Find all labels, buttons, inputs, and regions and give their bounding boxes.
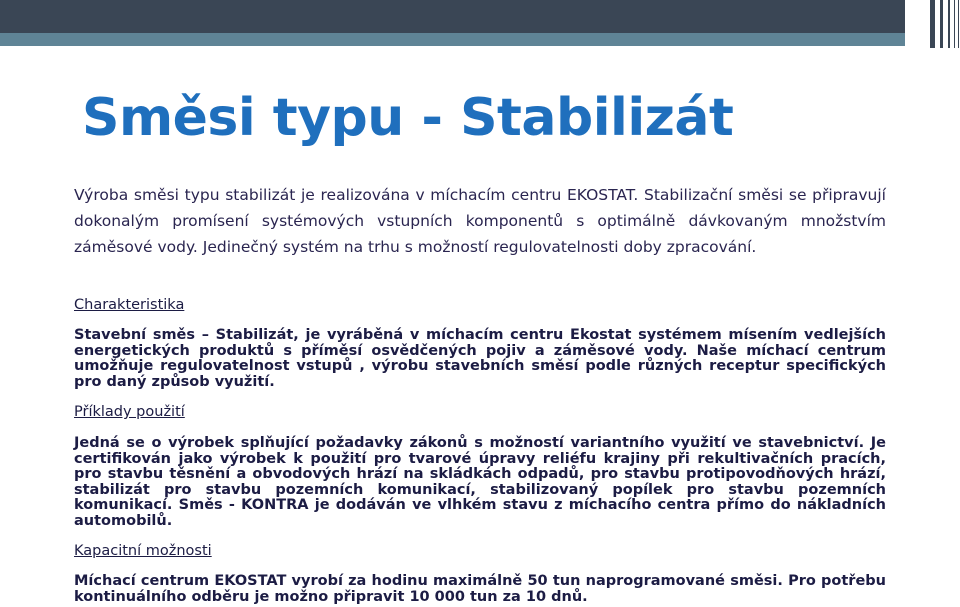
heading-kapacitni-moznosti: Kapacitní možnosti — [74, 543, 212, 559]
intro-paragraph: Výroba směsi typu stabilizát je realizována v míchacím centru EKOSTAT. Stabilizační směsi se připravují dokonalým promísení systémových vstupních komponentů s optimálně dávkovaným množstvím záměsové vody. Jedinečný systém na trhu s možností regulovatelnosti doby zpracování. — [74, 186, 886, 256]
header-stripe — [954, 0, 955, 48]
header-bar-dark — [0, 0, 960, 33]
header-stripe — [940, 0, 943, 48]
header-bar-accent — [0, 33, 960, 46]
charakteristika-text: Stavební směs – Stabilizát, je vyráběná v míchacím centru Ekostat systémem mísením vedlejších energetických produktů s příměsí osvědčených pojiv a záměsové vody. Naše míchací centrum umožňuje regulovatelnost vstupů , výrobu stavebních směsí podle různých receptur specifických pro daný způsob využití. — [74, 327, 886, 390]
header-stripe — [948, 0, 950, 48]
heading-priklady-pouziti: Příklady použití — [74, 404, 185, 420]
header-stripe — [958, 0, 959, 48]
header-stripe — [930, 0, 935, 48]
kapacitni-moznosti-text: Míchací centrum EKOSTAT vyrobí za hodinu maximálně 50 tun naprogramované směsi. Pro potřebu kontinuálního odběru je možno připravit 10 000 tun za 10 dnů. — [74, 573, 886, 605]
header-stripes — [905, 0, 960, 48]
slide-title: Směsi typu - Stabilizát — [82, 88, 734, 148]
header-bar — [0, 0, 960, 48]
priklady-pouziti-text: Jedná se o výrobek splňující požadavky zákonů s možností variantního využití ve stavebnictví. Je certifikován jako výrobek k použití pro tvarové úpravy reliéfu krajiny při rekultivačních pracích, pro stavbu těsnění a obvodových hrází na skládkách odpadů, pro stavbu protipovodňových hrází, stabilizát pro stavbu pozemních komunikací, stabilizovaný popílek pro stavbu pozemních komunikací. Směs - KONTRA je dodáván ve vlhkém stavu z míchacího centra přímo do nákladních automobilů. — [74, 435, 886, 529]
heading-charakteristika: Charakteristika — [74, 297, 185, 313]
